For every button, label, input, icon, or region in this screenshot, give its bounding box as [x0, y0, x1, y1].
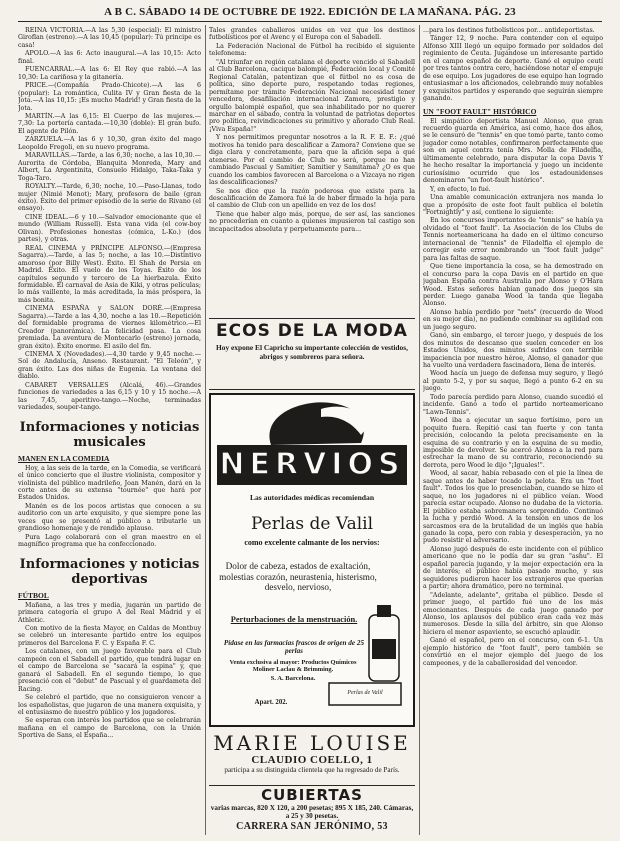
listing-item: REINA VICTORIA.—A las 5,30 (especial): El ministro Giroflan (estreno).—A las 10,45 (popular): Tú principe es casa! — [18, 27, 201, 49]
article-paragraph: Se esperan con interés los partidos que se celebrarán mañana en el campo de Barcelona, con la Unión Sportiva de Sans, el España... — [18, 717, 201, 740]
heading-deportivas: Informaciones y noticias deportivas — [19, 556, 200, 587]
article-paragraph: Y, en efecto, lo fué. — [430, 185, 491, 193]
ecos-text: Hoy expone El Capricho su importante colección de vestidos, abrigos y sombreros para señora. — [216, 343, 408, 361]
listing-item: FUENCARRAL.—A las 6: El Rey que rabió.—A las 10,30: La cariñosa y la gitanería. — [18, 66, 201, 81]
article-paragraph: Wood hacía un juego de defensa muy seguro, y llegó al punto 5-2, y por su saque, llegó a punto 6-2 en su juego. — [423, 370, 603, 393]
nervios-line: Perturbaciones de la menstruación. — [230, 615, 358, 624]
listing-item: MARAVILLAS.—Tarde, a las 6,30; noche, a las 10,30.—Aurorita de Córdoba, Blanquita Monreda, Mary and Albert, La Argentinita, Consuelo Hidalgo, Taka-Taka y Toga-Taro. — [18, 152, 201, 182]
article-paragraph: Tales grandes caballeros unidos en vez que los destinos futbolísticos por el Avenc y el Europa con el Sabadell. — [209, 27, 415, 42]
article-paragraph: Alonso jugó después de este incidente con el público americano que no le podía dar su gran "ashu". El español parecía jugando, y la mejor expectación era la de interés; el público había pasado mucho, y sus seguidores pudieron hacer los extranjeros que querían a partir; ahora dramático, pero no terminal. — [423, 545, 603, 591]
article-paragraph: La Federación Nacional de Fútbol ha recibido el siguiente telefonema: — [209, 42, 415, 58]
cartelera — [18, 27, 201, 412]
listing-item: APOLO.—A las 6: Acto inaugural.—A las 10,15: Acto final. — [18, 50, 201, 65]
article-paragraph: Mañana, a las tres y media, jugarán un partido de primera categoría el grupo A del Real Madrid y el Athletic. — [18, 601, 201, 624]
article-paragraph: Todo parecía perdido para Alonso, cuando sucedió el incidente. Ganó a todo el partido norteamericano "Lawn-Tennis". — [423, 393, 603, 416]
listing-item: CINEMA ESPAÑA y SALON DORÉ.—(Empresa Sagarra).—Tarde a las 4,30, noche a las 10.—Repetición del formidable programa de viernes kilométrico.—El Creador (panorámica). La felicidad pasa. La cosa premiada. La aventura de Montecarlo (estreno) jornada, gran éxito). Éxito enorme. El asilo del fin. — [18, 305, 201, 350]
listing-item: ZARZUELA.—A las 6 y 10,30, gran éxito del mago Leopoldo Fregoli, en su nuevo programa. — [18, 136, 201, 151]
column-left — [18, 27, 201, 835]
article-paragraph: Tánger 12, 9 noche. Para contender con el equipo Alfonso XIII llegó un equipo formado por soldados del regimiento de Ceuta. Jugándose un interesante partido en el campo español de deporte. Ganó el equipo ceutí por tres tantos contra cero, haciéndose notar el empuje de ese equipo. Los jugadores de ese equipo han logrado entusiasmar a los aficionados, celebrando muy notables y exquisitos partidos y esperando que seguirán siempre ganando. — [423, 35, 603, 103]
article-paragraph: "Adelante, adelante", gritaba el público. Desde el primer juego, el partido fué uno de los más emocionantes. Después de cada juego ganado por Alonso, los aplausos del público eran cada vez más numerosos. Desde la silla del árbitro, sin que Alonso hiciera el menor aspaviento, se escuchó aplaudir. — [423, 591, 603, 636]
listing-item: ROYALTY.—Tarde, 6,30; noche, 10.—Paso-Llanas, todo mujer (Nimié Menot); Mary, profesora de baile (gran éxito). Éxito del primer episodio de la serie de Rivano (el ensayo). — [18, 183, 201, 213]
cubiertas-ad — [209, 787, 415, 832]
article-paragraph: Alonso había perdido por "nets" (recuerdo de Wood en su mejor día), no pudiendo combinar su agilidad con un juego seguro. — [423, 308, 603, 331]
article-paragraph: Se nos dice que la razón poderosa que existe para la descalificación de Zamora fué la de haber firmado la hoja para el cambio de Club con un apellido en vez de los dos! — [209, 187, 415, 210]
cubiertas-address: CARRERA SAN JERÓNIMO, 53 — [236, 820, 388, 832]
article-paragraph: Hoy, a las seis de la tarde, en la Comedia, se verificará el único concierto que el ilustre violinista, compositor y violinista del público madrileño, Joan Manén, dará en la corte antes de su extensa "tournée" que hará por Estados Unidos. — [18, 464, 201, 502]
subheading-foot-fault: UN "FOOT FAULT" HISTÓRICO — [423, 106, 537, 116]
column-right — [423, 27, 603, 835]
article-paragraph: Manén es de los pocos artistas que conocen a su auditorio con un arte exquisito, y que siempre pone las veces que se presentó al público a tributarle un grandioso homenaje y de rendido aplauso. — [18, 502, 201, 533]
marie-text: participa a su distinguida clientela que ha regresado de París. — [224, 766, 400, 774]
article-paragraph: Tiene que haber algo más, porque, de ser así, las sanciones no procederían en cuanto a quienes impusieron tal castigo son incapacitados absoluta y perpetuamente para... — [209, 210, 415, 233]
article-paragraph: Que tiene importancia la cosa, se ha demostrado en el concurso para la copa Davis en el partido en que jugaban España contra Australia por Alonso y O'Hara Wood. Estos señores habían ganado dos juegos sin perder. Luego ganaba Wood la tanda que llegaba Alonso. — [423, 263, 603, 308]
subheading-manen: MANEN EN LA COMEDIA — [18, 453, 110, 463]
article-paragraph: En los concursos importantes de "tennis" se había ya olvidado el "foot fault". La Asociación de los Clubs de Tennis norteamericana ha dado en el último concurso internacional de "tennis" de Filadelfia el ejemplo de corregir este error nombrando un "foot fault judge" para las faltas de saque. — [423, 217, 603, 262]
nervios-ad — [209, 393, 415, 727]
ad-rule — [209, 389, 415, 390]
nervios-apartado: Apart. 202. — [254, 699, 288, 706]
article-paragraph: Con motivo de la fiesta Mayor, en Caldas de Montbuy se celebró un interesante partido entre los equipos primeros del Barcelona F. C. y España F. C. — [18, 625, 201, 647]
column-divider-1 — [205, 25, 206, 835]
listing-item: REAL CINEMA y PRÍNCIPE ALFONSO.—(Empresa Sagarra).—Tarde, a las 5; noche, a las 10.—Distintivo amoroso (por Billy West). Éxito. El Shah de Persia en Madrid. Éxito. El vuelo de los Toyas. Éxito de los capítulos segundo y tercero de La hierbazula. Éxito formidable. El carnaval de Asia de Kiki, y otras películas; lo más vaillente, la más acreditada, la más próspera, la más bonita. — [18, 244, 201, 304]
cubiertas-title: CUBIERTAS — [261, 786, 363, 804]
article-paragraph: Una amable comunicación extranjera nos manda lo que a propósito de este foot fault publica el boletín "Fortnightly" y así, contiene lo siguiente: — [423, 194, 603, 216]
article-paragraph: Wood iba a ejecutar un saque fortísimo, pero un poquito fuera. Repitió casi tan fuerte y con tanta precisión, colocando la pelota precisamente en la esquina de su contrario y en la esquina de su medio, imposible de devolver. Se acercó Alonso a la red para estrechar la mano de su contrario, reconociendo su derrota, pero Wood le dijo "¡Iguales!". — [423, 417, 603, 469]
nervios-line: Las autoridades médicas recomiendan — [249, 493, 375, 502]
box-label: Perlas de Valil — [347, 690, 383, 696]
marie-address: CLAUDIO COELLO, 1 — [251, 754, 373, 766]
header-rule — [18, 21, 602, 22]
listing-item: MARTÍN.—A las 6,15: El Cuerpo de las mujeres.—7,30: La portería cantada.—10,30 (doble): El gran bufo. El agente de Pilón. — [18, 112, 201, 135]
nervios-symptoms: Dolor de cabeza, estados de exaltación, molestias corazón, neurastenia, histerismo, desvelo, nervioso, — [219, 561, 377, 593]
nervios-line: Venta exclusiva al mayor: Productos Químicos Moliner Laclau & Brimming. — [229, 659, 357, 674]
cubiertas-text: varias marcas, 820 X 120, a 200 pesetas; 895 X 185, 240. Cámaras, a 25 y 30 pesetas. — [210, 804, 414, 821]
ad-rule — [209, 318, 415, 319]
article-paragraph: Se celebró el partido, que no consiguieron vencer a los españolistas, que jugaron de una manera exquisita, y el entusiasmo de nuestro público y los jugadores. — [18, 694, 201, 716]
article-paragraph: El simpático deportista Manuel Alonso, que gran recuerdo guarda en América, así como, hace dos años, se le censuró de "tennis" en que tomó parte, tanto como jugador como notables, confirmaron perfectamente que son en aquel contra tenía Mrs. Molla de Filadelfia, últimamente celebrado, para disputar la copa Davis Y he hecho resaltar la importancia y juego un incidente curiosísimo ocurrido que los estadounidenses denominaron "un foot-fault histórico". — [423, 117, 603, 185]
listing-item: CINEMA X (Novedades).—4,30 tarde y 9,45 noche.—Sol de Andalucía, Anseno. Restaurant. "El Teleón", y gran éxito. Las dos niñas de Eugenia. La ventana del diablo. — [18, 351, 201, 381]
article-paragraph: Wood, al sacar, había rebasado con el pie la línea de saque antes de haber tocado la pelota. Era un "foot fault". Todos los que lo presenciaban, cuando se hizo el saque, no los jugadores ni el público veían. Wood parecía estar ocupado. Alonso no dudaba de la victoria. El público estaba sobremanera sorprendido. Continuó la lucha y perdió Wood. A la tensión en unos de los sarcasmos era de la brutalidad de un inglés que había ganado la copa, pero con rabia y desesperación, ya no pudo resistir el adversario. — [423, 470, 603, 545]
column-divider-2 — [419, 25, 420, 835]
article-paragraph: Los catalanes, con un juego favorable para el Club campeón con el Sabadell el partido, que tendrá lugar en el campo de Barcelona se "sacará la espina" y, que ganará el Sabadell. En el segundo tiempo, lo que presenció con el "debut" de Pascual y el guardameta del Racing. — [18, 648, 201, 693]
marie-title: MARIE LOUISE — [213, 731, 411, 755]
article-paragraph: Y nos permitimos preguntar nosotros a la R. F. E. F.: ¿qué motivos ha tenido para descalificar a Zamora? Conviene que se diga clara y concretamente, para que la afición sepa a qué atenerse. Por el cambio de Club no será, porque no han cambiado Pascual y Samitier, Samitier y Samitama? ¿O es que cuando los cambios favorecen al Barcelona o a Vizcaya no rigen las descalificaciones? — [209, 134, 415, 187]
article-paragraph: Ganó, sin embargo, el tercer juego, y después de los dos minutos de descanso que suelen conceder en los Estados Unidos, dos minutos sufridos con terrible impaciencia por nuestro héroe, Alonso, el ganador que ha vuelto una verdadera fascinadora, llena de interés. — [423, 332, 603, 370]
article-paragraph: ...para los destinos futbolísticos por... antideportistas. — [423, 27, 595, 34]
article-paragraph: Ganó el español, pero en el concurso, con 6-1. Un ejemplo histórico de "foot fault", pero también se convirtió en el mejor ejemplo del juego de los campeones, y de la caballerosidad del vencedor. — [423, 637, 603, 667]
listing-item: CINE IDEAL.—6 y 10.—Salvador emocionante que el mundo (William Russell). Esta vana vida (el cow-boy Olivan). Profesiones honestas (cómica, L-Ko.) (dos partes), y otras. — [18, 213, 201, 244]
heading-musical: Informaciones y noticias musicales — [19, 419, 200, 450]
listing-item: PRICE.—(Compañía Prado-Chicote).—A las 6 (popular): La romántica, Culita IV y Gran fiesta de la Jota.—A las 10,15: ¡Es mucho Madrid! y Gran fiesta de la Jota. — [18, 82, 201, 112]
column-middle-article — [209, 27, 415, 313]
bottle-icon — [369, 605, 399, 681]
nervios-product: Perlas de Valil — [250, 514, 374, 534]
article-paragraph: "Al triunfar en región catalana el deporte vencido el Sabadell al Club Barcelona, cacique balompié, Federación local y Comité Regional Catalán, patentizan que el fútbol no es cosa de política, sino deporte puro, respetando todas regiones, permítame por trámite Federación Nacional necesidad tener vencedora, desafiliación internacional Zamora, prestigio y orgullo balompié español, que sea inhabilitado por no querer marchar en el sábado, contra la voluntad de patriotas deportes pro política, reivindicaciones su primitivo y añorado Club Real. ¡Viva España!" — [209, 58, 415, 133]
ecos-moda-ad — [209, 322, 415, 361]
ecos-title: ECOS DE LA MODA — [216, 321, 408, 341]
page-header: A B C. SÁBADO 14 DE OCTUBRE DE 1922. EDICIÓN DE LA MAÑANA. PÁG. 23 — [104, 6, 516, 18]
nervios-line: S. A. Barcelona. — [270, 675, 316, 682]
nervios-title: NERVIOS — [219, 447, 405, 482]
article-paragraph: Pura Lago colaborará con el gran maestro en el magnífico programa que ha confeccionado. — [18, 533, 201, 549]
listing-item: CABARET VERSALLES (Alcalá, 46).—Grandes funciones de variedades a las 6,15 y 10 y 15 noche.—A las 7,45, aperitivo-tango.—Noche, terminadas variedades, souper-tango. — [18, 381, 201, 412]
nervios-line: Pídase en las farmacias frascos de origen de 25 perlas — [223, 639, 365, 656]
subheading-futbol: FÚTBOL — [18, 590, 49, 600]
nervios-line: como excelente calmante de los nervios: — [244, 538, 380, 547]
marie-louise-ad — [209, 732, 415, 774]
